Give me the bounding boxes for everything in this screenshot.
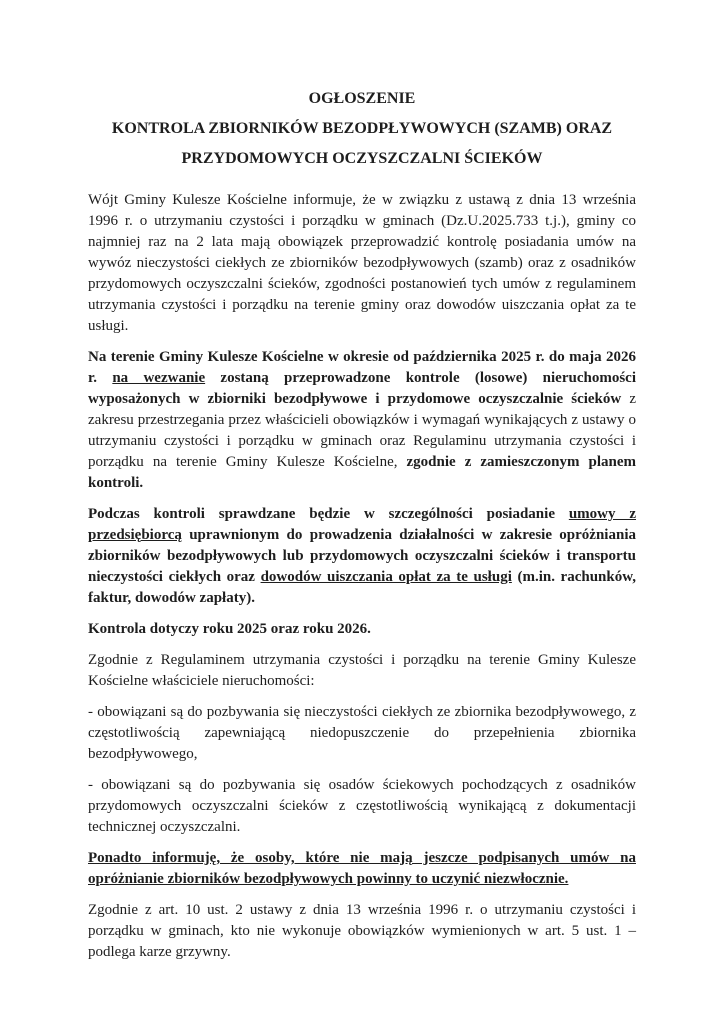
doc-title-line-3 [88,148,636,169]
paragraph-penalty [88,900,636,963]
paragraph-control-years [88,619,636,640]
doc-title-line-1 [88,88,636,109]
bullet-liquid-waste [88,702,636,765]
text-run: z zakresu przestrzegania przez właścicieli obowiązków i wymagań wynikających z ustawy o utrzymaniu czystości i porządku w gminach oraz Regulaminu utrzymania czystości i porządku na terenie Gminy Kulesze Kościelne, [88,391,636,470]
text-run: zgodnie z zamieszczonym planem kontroli. [88,454,636,491]
paragraph-sign-contracts-notice [88,848,636,890]
text-run: Na terenie Gminy Kulesze Kościelne w okresie od października 2025 r. do maja 2026 r. [88,349,636,386]
paragraph-control-scope [88,504,636,609]
text-run: Ponadto informuję, że osoby, które nie mają jeszcze podpisanych umów na opróżnianie zbiorników bezodpływowych powinny to uczynić niezwłocznie. [88,850,636,887]
text-run: - obowiązani są do pozbywania się osadów ściekowych pochodzących z osadników przydomowych oczyszczalni ścieków z częstotliwością wynikającą z dokumentacji technicznej oczyszczalni. [88,777,636,835]
paragraph-intro [88,190,636,337]
text-run: Wójt Gminy Kulesze Kościelne informuje, że w związku z ustawą z dnia 13 września 1996 r. o utrzymaniu czystości i porządku w gminach (Dz.U.2025.733 t.j.), gminy co najmniej raz na 2 lata mają obowiązek przeprowadzić kontrolę posiadania umów na wywóz nieczystości ciekłych ze zbiorników bezodpływowych (szamb) oraz z osadników przydomowych oczyszczalni ścieków, zgodności postanowień tych umów z regulaminem utrzymania czystości i porządku na terenie gminy oraz dowodów uiszczania opłat za te usługi. [88,192,636,334]
bullet-sludge [88,775,636,838]
text-run: Podczas kontroli sprawdzane będzie w szczególności posiadanie [88,506,569,522]
text-run: umowy z przedsiębiorcą [88,506,637,543]
text-run: KONTROLA ZBIORNIKÓW BEZODPŁYWOWYCH (SZAMB) ORAZ [111,120,613,137]
text-run: Zgodnie z art. 10 ust. 2 ustawy z dnia 13 września 1996 r. o utrzymaniu czystości i porządku w gminach, kto nie wykonuje obowiązków wymienionych w art. 5 ust. 1 – podlega karze grzywny. [88,902,636,960]
text-run: (m.in. rachunków, faktur, dowodów zapłaty). [88,569,636,606]
paragraph-regulation-intro [88,650,636,692]
text-run: Zgodnie z Regulaminem utrzymania czystości i porządku na terenie Gminy Kulesze Kościelne właściciele nieruchomości: [88,652,636,689]
text-run: uprawnionym do prowadzenia działalności w zakresie opróżniania zbiorników bezodpływowych lub przydomowych oczyszczalni ścieków i transportu nieczystości ciekłych oraz [88,527,636,585]
document-body [88,190,636,963]
doc-title-line-2 [88,118,636,139]
text-run: zostaną przeprowadzone kontrole (losowe) nieruchomości wyposażonych w zbiorniki bezodpływowe i przydomowe oczyszczalnie ścieków [88,370,636,407]
text-run: Kontrola dotyczy roku 2025 oraz roku 2026. [88,621,371,637]
text-run: dowodów uiszczania opłat za te usługi [260,569,512,585]
text-run: - obowiązani są do pozbywania się nieczystości ciekłych ze zbiornika bezodpływowego, z częstotliwością zapewniającą niedopuszczenie do przepełnienia zbiornika bezodpływowego, [88,704,636,762]
text-run: PRZYDOMOWYCH OCZYSZCZALNI ŚCIEKÓW [181,150,543,167]
text-run: OGŁOSZENIE [308,90,416,107]
text-run: na wezwanie [112,370,206,386]
doc-title-block [88,88,636,169]
paragraph-control-period [88,347,636,494]
